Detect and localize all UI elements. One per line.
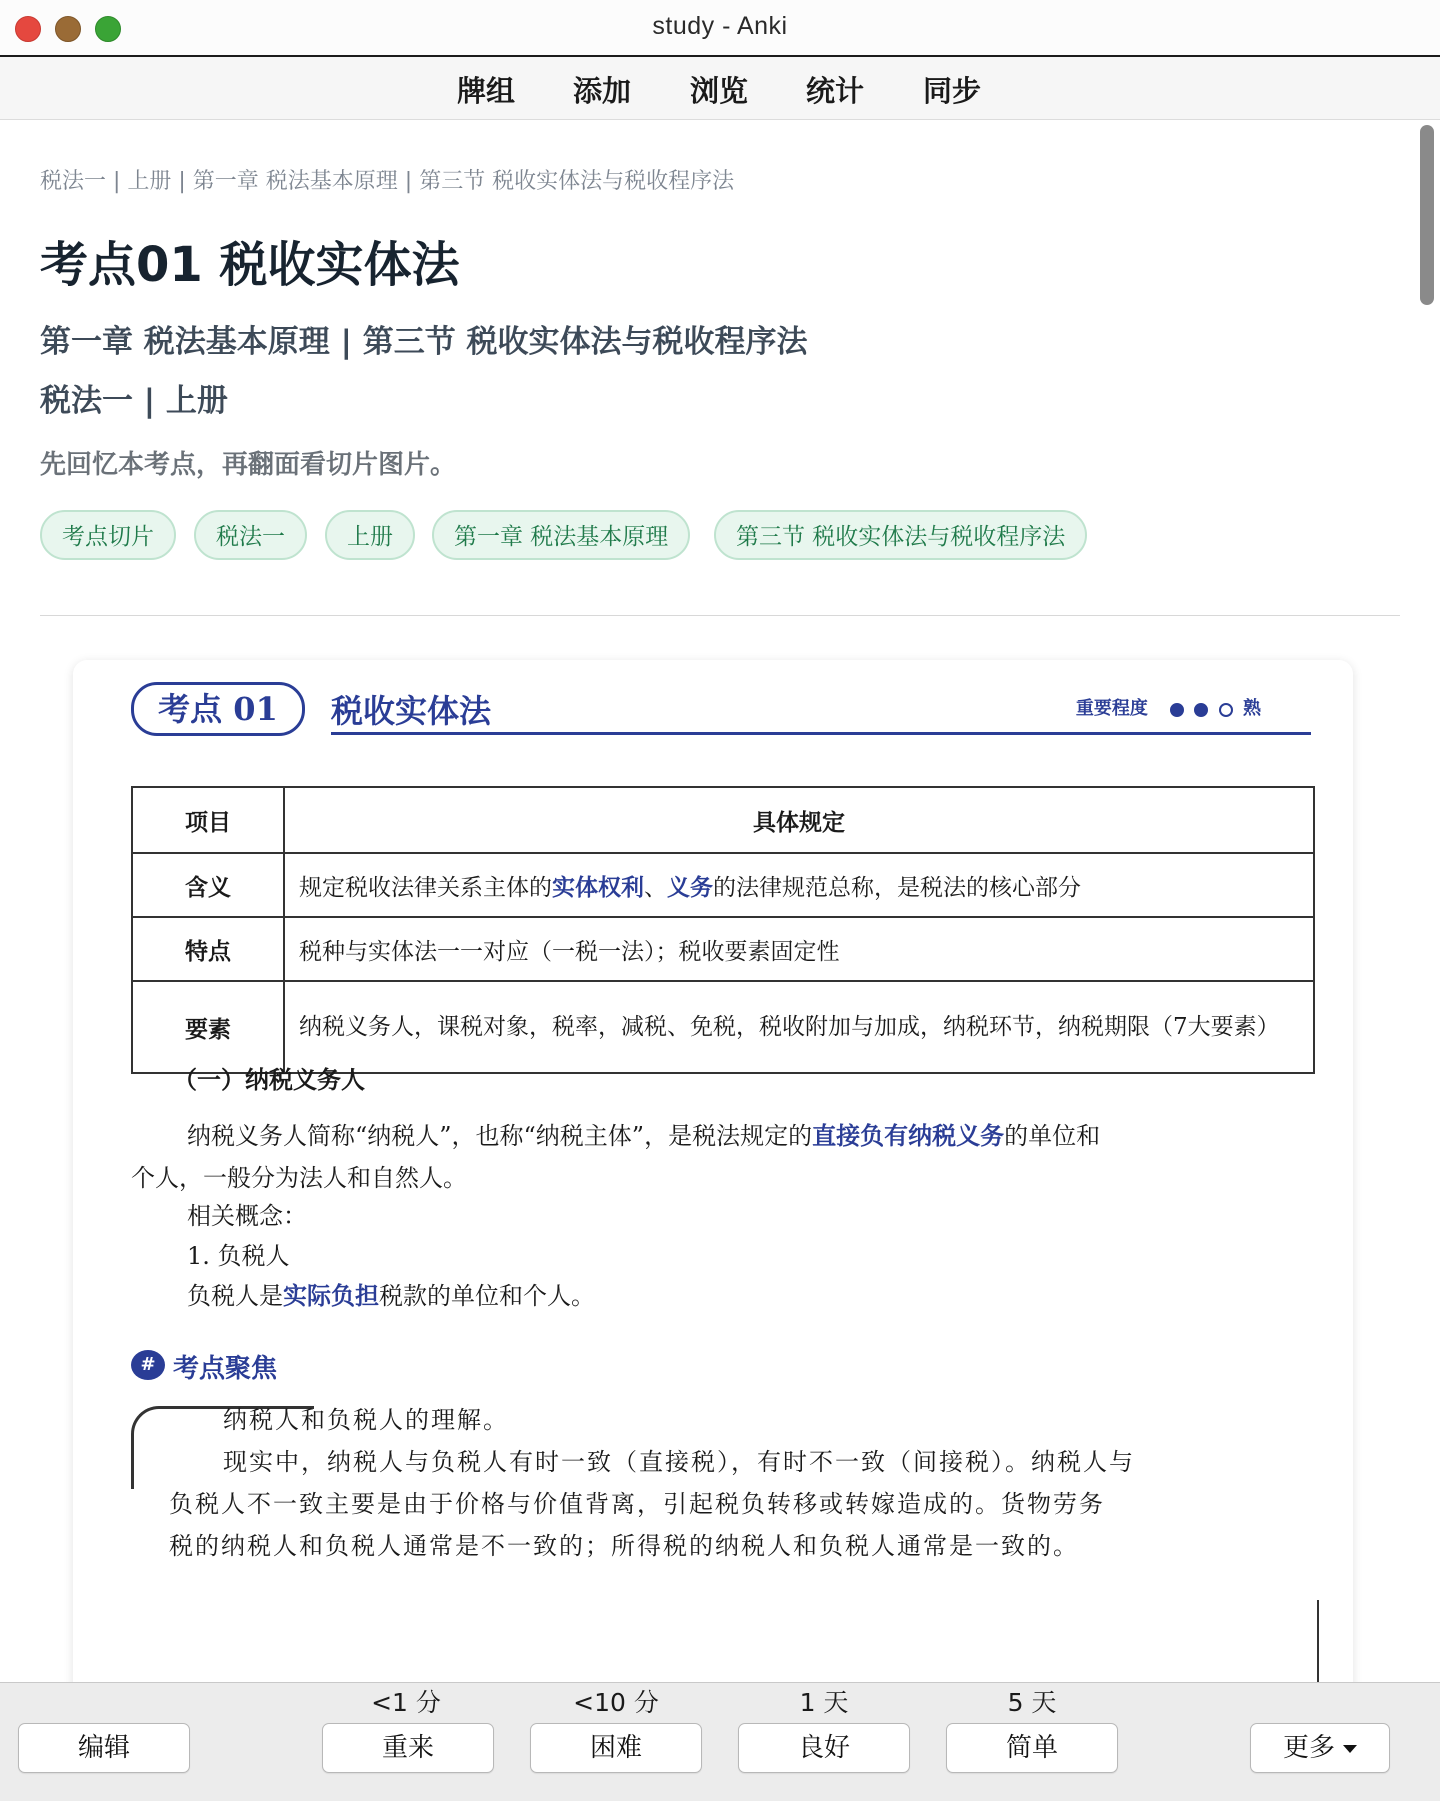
toolbar-browse[interactable]: 浏览	[690, 74, 749, 108]
chapter-line: 第一章 税法基本原理 | 第三节 税收实体法与税收程序法	[40, 324, 808, 360]
card-content[interactable]	[0, 120, 1440, 1682]
table-header-row	[132, 787, 1314, 853]
card-title: 考点01 税收实体法	[40, 237, 460, 293]
main-toolbar	[0, 57, 1440, 120]
table-header: 项目	[132, 787, 284, 853]
table-cell-item: 特点	[132, 917, 284, 981]
good-button[interactable]: 良好	[738, 1723, 910, 1773]
interval-easy: 5 天	[1007, 1688, 1057, 1717]
table-cell-item: 含义	[132, 853, 284, 917]
toolbar-add[interactable]: 添加	[573, 74, 632, 108]
table-cell-rule: 税种与实体法一一对应（一税一法）；税收要素固定性	[284, 917, 1314, 981]
more-button[interactable]	[1250, 1723, 1390, 1773]
tag[interactable]: 税法一	[194, 510, 307, 560]
divider	[40, 615, 1400, 616]
focus-title: 考点聚焦	[173, 1354, 278, 1384]
chevron-down-icon	[1343, 1745, 1357, 1753]
related-definition: 负税人是实际负担税款的单位和个人。	[187, 1281, 595, 1310]
tag[interactable]: 第一章 税法基本原理	[432, 510, 690, 560]
answer-bar	[0, 1682, 1440, 1801]
interval-again: <1 分	[371, 1688, 441, 1717]
section-title: （一）纳税义务人	[173, 1065, 365, 1094]
book-line: 税法一 | 上册	[40, 383, 228, 419]
section-paragraph-cont: 个人，一般分为法人和自然人。	[131, 1164, 467, 1192]
importance-suffix: 熟	[1243, 698, 1261, 719]
table-cell-rule: 规定税收法律关系主体的实体权利、义务的法律规范总称，是税法的核心部分	[284, 853, 1314, 917]
hard-button[interactable]: 困难	[530, 1723, 702, 1773]
more-label: 更多	[1282, 1733, 1335, 1763]
card-image	[73, 660, 1353, 1682]
table-row	[132, 917, 1314, 981]
window-title: study - Anki	[652, 12, 788, 40]
review-hint: 先回忆本考点，再翻面看切片图片。	[40, 450, 457, 480]
edit-button[interactable]: 编辑	[18, 1723, 190, 1773]
interval-good: 1 天	[799, 1688, 849, 1717]
focus-line: 负税人不一致主要是由于价格与价值背离，引起税负转移或转嫁造成的。货物劳务	[169, 1490, 1105, 1518]
table-cell-item: 要素	[132, 981, 284, 1073]
toolbar-decks[interactable]: 牌组	[457, 74, 516, 108]
title-bar	[0, 0, 1440, 57]
breadcrumb: 税法一 | 上册 | 第一章 税法基本原理 | 第三节 税收实体法与税收程序法	[40, 169, 735, 194]
related-item: 1. 负税人	[187, 1242, 290, 1270]
importance-dots	[1170, 699, 1237, 720]
section-paragraph: 纳税义务人简称“纳税人”，也称“纳税主体”，是税法规定的直接负有纳税义务的单位和	[187, 1121, 1101, 1150]
tag[interactable]: 第三节 税收实体法与税收程序法	[714, 510, 1087, 560]
importance-indicator	[1076, 694, 1261, 720]
tag[interactable]: 上册	[325, 510, 415, 560]
focus-line: 纳税人和负税人的理解。	[223, 1406, 509, 1434]
hash-icon: #	[131, 1350, 165, 1380]
tag[interactable]: 考点切片	[40, 510, 176, 560]
easy-button[interactable]: 简单	[946, 1723, 1118, 1773]
interval-hard: <10 分	[573, 1688, 659, 1717]
table-header: 具体规定	[284, 787, 1314, 853]
related-label: 相关概念：	[187, 1202, 307, 1230]
heading-underline	[331, 732, 1311, 735]
importance-label: 重要程度	[1075, 698, 1148, 719]
table-row	[132, 853, 1314, 917]
rule-table	[131, 786, 1315, 1074]
importance-dot	[1194, 703, 1208, 717]
again-button[interactable]: 重来	[322, 1723, 494, 1773]
table-cell-rule: 纳税义务人，课税对象，税率，减税、免税，税收附加与加成，纳税环节，纳税期限（7大要素）	[284, 981, 1314, 1073]
importance-dot	[1219, 703, 1233, 717]
focus-line: 税的纳税人和负税人通常是不一致的；所得税的纳税人和负税人通常是一致的。	[169, 1532, 1079, 1560]
vertical-scrollbar[interactable]	[1420, 125, 1434, 305]
toolbar-sync[interactable]: 同步	[923, 74, 982, 108]
bracket-decoration	[1317, 1600, 1319, 1682]
toolbar-stats[interactable]: 统计	[806, 74, 865, 108]
focus-line: 现实中，纳税人与负税人有时一致（直接税），有时不一致（间接税）。纳税人与	[223, 1448, 1135, 1476]
point-badge: 考点 01	[131, 682, 305, 736]
importance-dot	[1170, 703, 1184, 717]
point-heading: 税收实体法	[331, 692, 492, 730]
